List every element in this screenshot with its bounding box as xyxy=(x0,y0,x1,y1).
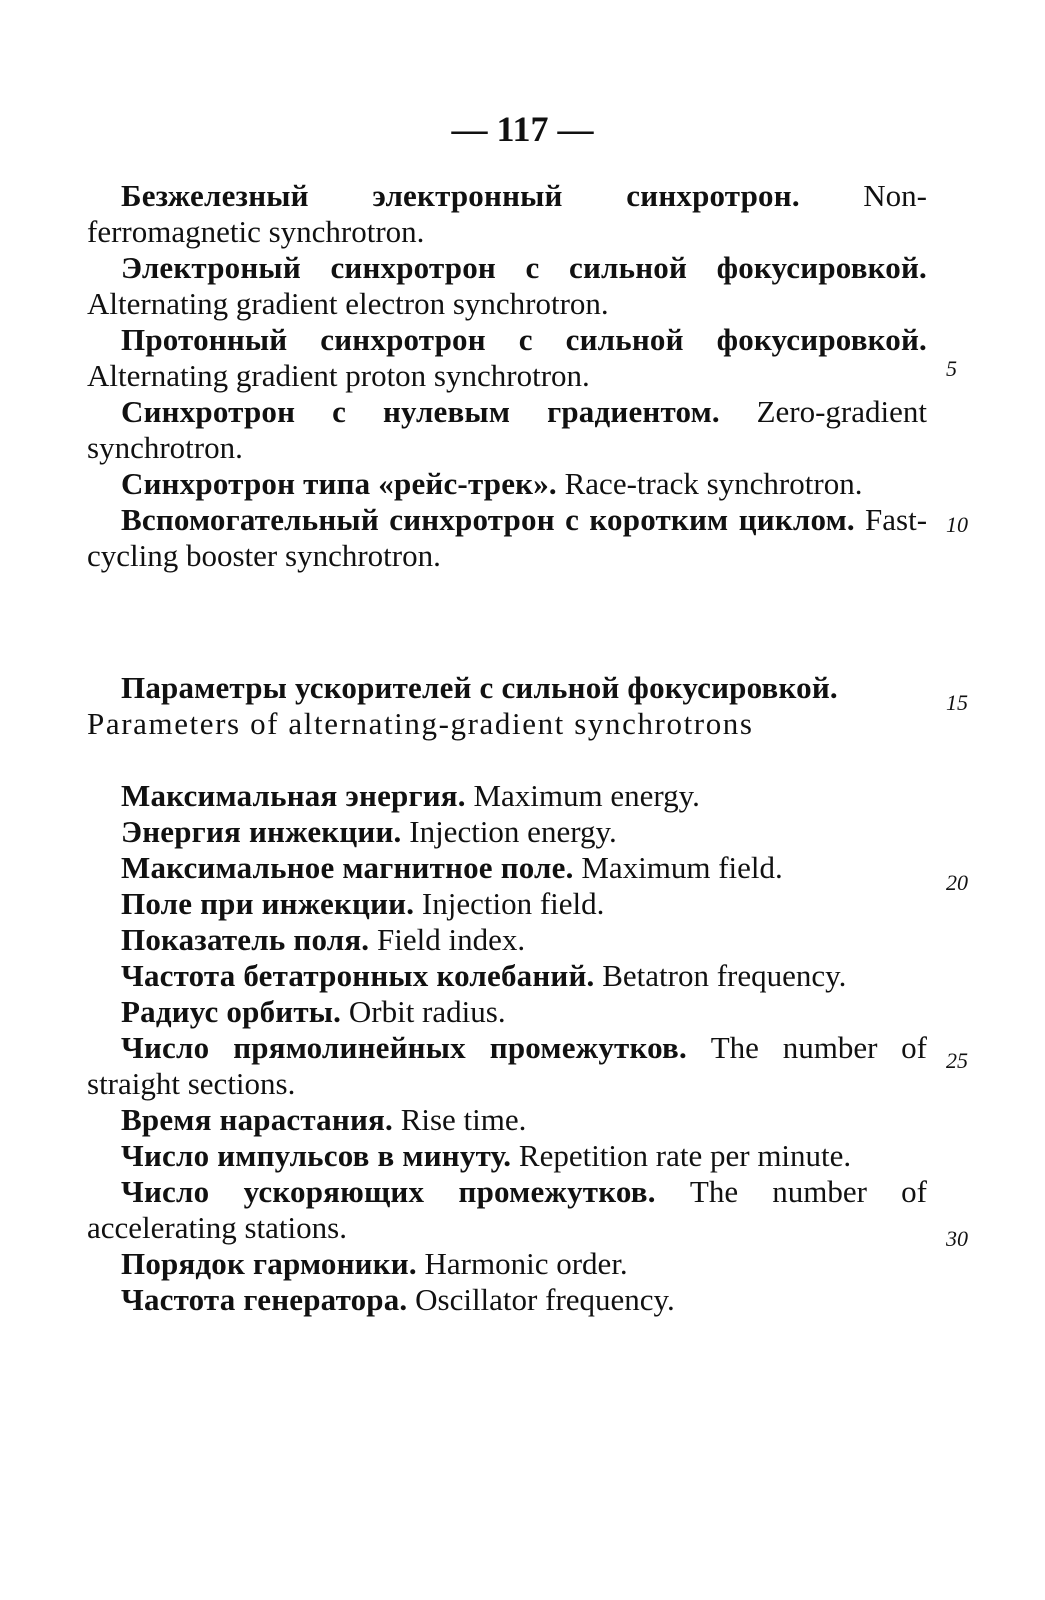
entry-term-en: Fast-cycling booster synchrotron. xyxy=(87,502,928,573)
line-number-marker: 30 xyxy=(946,1226,968,1251)
entry xyxy=(87,394,927,466)
entry-term-ru: Протонный синхротрон с сильной фокусировкой. xyxy=(121,322,927,357)
entry-term-en: Maximum energy. xyxy=(473,778,700,813)
entry-term-en: Injection field. xyxy=(421,886,605,921)
entry-term-ru: Число ускоряющих промежутков. xyxy=(121,1174,656,1209)
entry-term-ru: Порядок гармоники. xyxy=(121,1246,417,1281)
entry-term-ru: Синхротрон типа «рейс-трек». xyxy=(121,466,557,501)
line-number-marker: 10 xyxy=(946,512,968,537)
entry-term-en: Zero-gradient synchrotron. xyxy=(87,394,928,465)
section-heading-en-line xyxy=(87,706,927,742)
entry xyxy=(87,778,927,814)
entry-term-en: Race-track synchrotron. xyxy=(564,466,863,501)
entry-term-ru: Поле при инжекции. xyxy=(121,886,415,921)
entry-term-en: Maximum field. xyxy=(581,850,783,885)
entry-term-ru: Частота бетатронных колебаний. xyxy=(121,958,595,993)
entry xyxy=(87,466,927,502)
entries-block-synchrotron-types xyxy=(87,178,927,574)
entry-term-en: Rise time. xyxy=(400,1102,527,1137)
entry xyxy=(87,922,927,958)
section-heading-ru: Параметры ускорителей с сильной фокусировкой. xyxy=(121,670,838,705)
entry xyxy=(87,1282,927,1318)
section-heading-ru-line xyxy=(87,670,927,706)
entry-term-en: The number of accelerating stations. xyxy=(87,1174,928,1245)
entry-term-ru: Безжелезный электронный синхротрон. xyxy=(121,178,800,213)
entry-term-en: The number of straight sections. xyxy=(87,1030,927,1101)
entry xyxy=(87,814,927,850)
entry-term-en: Injection energy. xyxy=(409,814,617,849)
entries-block-parameters xyxy=(87,778,927,1318)
entry-term-ru: Максимальное магнитное поле. xyxy=(121,850,574,885)
entry-term-en: Field index. xyxy=(377,922,526,957)
entry-term-ru: Электроный синхротрон с сильной фокусировкой. xyxy=(121,250,927,285)
entry-term-ru: Показатель поля. xyxy=(121,922,370,957)
line-number-marker: 15 xyxy=(946,690,968,715)
entry xyxy=(87,1030,927,1102)
entry-term-ru: Радиус орбиты. xyxy=(121,994,342,1029)
entry xyxy=(87,1138,927,1174)
entry xyxy=(87,886,927,922)
entry xyxy=(87,958,927,994)
entry-term-ru: Вспомогательный синхротрон с коротким циклом. xyxy=(121,502,855,537)
entry-term-en: Alternating gradient proton synchrotron. xyxy=(87,358,590,393)
page-number: — 117 — xyxy=(451,109,594,149)
entry xyxy=(87,1174,927,1246)
entry-term-ru: Число импульсов в минуту. xyxy=(121,1138,512,1173)
entry-term-ru: Синхротрон с нулевым градиентом. xyxy=(121,394,720,429)
line-number-marker: 5 xyxy=(946,356,957,381)
entry xyxy=(87,178,927,250)
entry-term-en: Oscillator frequency. xyxy=(415,1282,675,1317)
entry-term-en: Alternating gradient electron synchrotron. xyxy=(87,286,609,321)
entry xyxy=(87,994,927,1030)
entry xyxy=(87,1246,927,1282)
line-number-marker: 25 xyxy=(946,1048,968,1073)
entry xyxy=(87,1102,927,1138)
entry-term-en: Orbit radius. xyxy=(348,994,506,1029)
entry-term-en: Non-ferromagnetic synchrotron. xyxy=(87,178,927,249)
section-heading-en: Parameters of alternating-gradient synchrotrons xyxy=(87,706,754,741)
section-heading xyxy=(87,670,927,742)
line-number-marker: 20 xyxy=(946,870,968,895)
entry-term-ru: Время нарастания. xyxy=(121,1102,393,1137)
entry-term-ru: Энергия инжекции. xyxy=(121,814,402,849)
entry-term-en: Betatron frequency. xyxy=(602,958,847,993)
entry-term-ru: Число прямолинейных промежутков. xyxy=(121,1030,687,1065)
entry xyxy=(87,250,927,322)
entry-term-en: Harmonic order. xyxy=(424,1246,628,1281)
entry xyxy=(87,502,927,574)
entry-term-ru: Максимальная энергия. xyxy=(121,778,466,813)
entry xyxy=(87,850,927,886)
entry-term-ru: Частота генератора. xyxy=(121,1282,408,1317)
entry xyxy=(87,322,927,394)
entry-term-en: Repetition rate per minute. xyxy=(518,1138,852,1173)
